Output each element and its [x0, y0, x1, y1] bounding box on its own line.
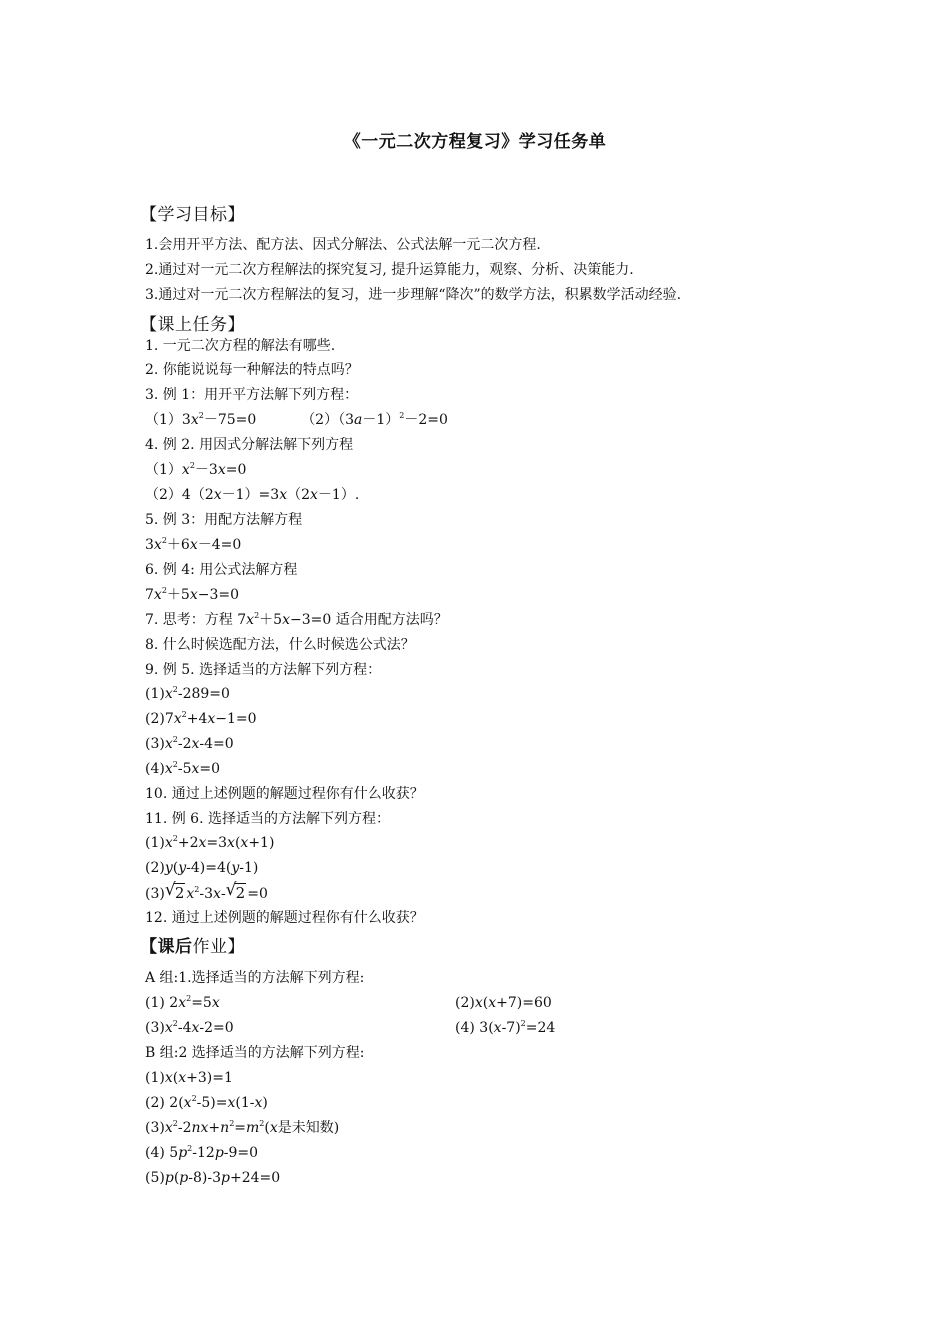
- task-6-eq: $7x^2+5x-3=0$: [145, 586, 240, 603]
- task-11-eq-1: $(1)x^2+2x=3x(x+1)$: [145, 834, 275, 851]
- group-a-title: A 组:1.选择适当的方法解下列方程:: [145, 970, 365, 986]
- group-b-eq-4: (4) $5p^2-12p-9=0$: [145, 1144, 259, 1161]
- task-2: 2. 你能说说每一种解法的特点吗？: [145, 362, 359, 378]
- group-b-eq-5: (5)p(p-8)-3p+24=0: [145, 1170, 281, 1186]
- page-title: 《一元二次方程复习》学习任务单: [343, 132, 607, 152]
- task-11: 11. 例 6. 选择适当的方法解下列方程：: [145, 811, 390, 827]
- task-9: 9. 例 5. 选择适当的方法解下列方程：: [145, 662, 382, 678]
- task-4-eq-2: （2）4（2x－1）=3x（2x－1）.: [145, 487, 360, 503]
- task-10: 10. 通过上述例题的解题过程你有什么收获？: [145, 786, 424, 802]
- group-b-eq-3: $(3)x^2-2nx+n^2=m^2(x$是未知数): [145, 1119, 340, 1136]
- homework-heading: 【课后作业】: [140, 937, 245, 957]
- task-12: 12. 通过上述例题的解题过程你有什么收获？: [145, 910, 424, 926]
- group-b-eq-2: (2) $2(x^2-5)=x(1-x)$: [145, 1094, 268, 1111]
- goals-heading: 【学习目标】: [140, 205, 245, 225]
- group-a-row-2: $(3)x^2-4x-2=0$ (4) $3(x-7)^2=24$: [145, 1019, 556, 1036]
- task-5-eq: $3x^2+6x-4=0$: [145, 536, 242, 553]
- task-9-eq-2: $(2)7x^2+4x-1=0$: [145, 710, 257, 727]
- group-b-title: B 组:2 选择适当的方法解下列方程:: [145, 1045, 365, 1061]
- task-6: 6. 例 4: 用公式法解方程: [145, 562, 298, 578]
- task-8: 8. 什么时候选配方法，什么时候选公式法？: [145, 637, 415, 653]
- group-b-eq-1: (1)x(x+3)=1: [145, 1070, 233, 1086]
- task-5: 5. 例 3：用配方法解方程: [145, 512, 303, 528]
- task-9-eq-4: $(4)x^2-5x=0$: [145, 760, 221, 777]
- task-11-eq-3: (3) √ 2 $x^2-3x-$ √ 2 =0: [145, 880, 268, 902]
- goal-item-2: 2.通过对一元二次方程解法的探究复习, 提升运算能力，观察、分析、决策能力.: [145, 262, 634, 278]
- task-3: 3. 例 1：用开平方法解下列方程：: [145, 387, 359, 403]
- tasks-heading: 【课上任务】: [140, 315, 245, 335]
- task-7: 7. 思考：方程 $7x^2+5x-3=0$ 适合用配方法吗？: [145, 611, 448, 628]
- task-11-eq-2: (2)y(y-4)=4(y-1): [145, 860, 259, 876]
- sqrt-symbol: √ 2: [164, 880, 185, 902]
- task-9-eq-3: $(3)x^2-2x-4=0$: [145, 735, 234, 752]
- group-a-row-1: (1) $2x^2=5x$ (2)x(x+7)=60: [145, 994, 552, 1011]
- sqrt-symbol: √ 2: [225, 880, 246, 902]
- task-1: 1. 一元二次方程的解法有哪些.: [145, 338, 336, 354]
- task-4: 4. 例 2. 用因式分解法解下列方程: [145, 437, 354, 453]
- task-3-equations: $(1)3x^2-75=0$ $(2)(3a-1)^2-2=0$: [145, 411, 448, 428]
- goal-item-3: 3.通过对一元二次方程解法的复习，进一步理解“降次”的数学方法，积累数学活动经验.: [145, 287, 682, 303]
- goal-item-1: 1.会用开平方法、配方法、因式分解法、公式法解一元二次方程.: [145, 237, 541, 253]
- task-9-eq-1: $(1)x^2-289=0$: [145, 685, 230, 702]
- task-4-eq-1: $(1)x^2-3x=0$: [145, 461, 247, 478]
